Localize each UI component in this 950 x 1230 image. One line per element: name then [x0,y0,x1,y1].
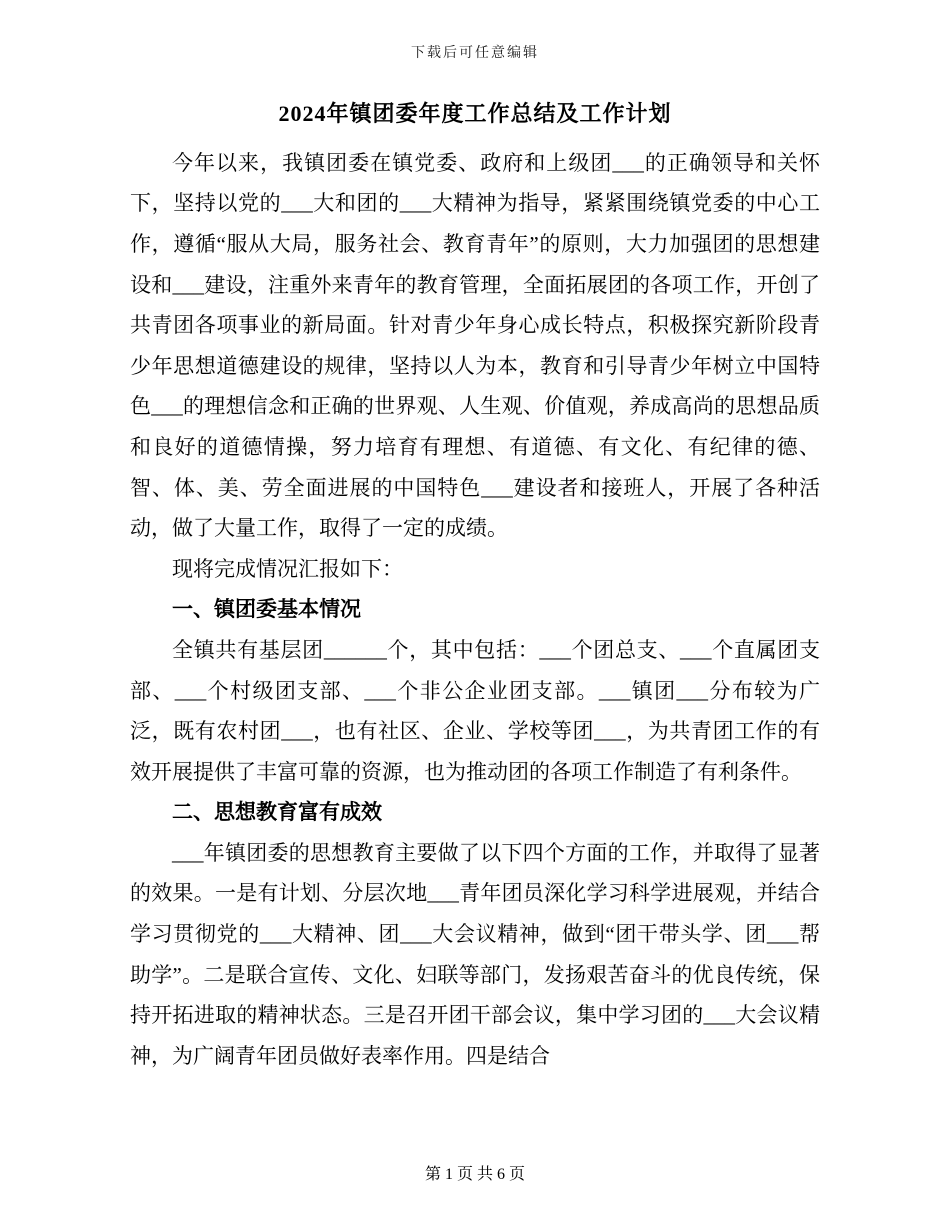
section-heading-basic-situation: 一、镇团委基本情况 [172,597,361,622]
section-heading-ideological-education: 二、思想教育富有成效 [172,800,382,825]
paragraph-report-lead: 现将完成情况汇报如下： [172,556,403,581]
page-number-footer: 第 1 页 共 6 页 [424,1165,525,1183]
paragraph-ideological-education: ___年镇团委的思想教育主要做了以下四个方面的工作，并取得了显著的效果。一是有计划、分层次地___青年团员深化学习科学进展观，并结合学习贯彻党的___大精神、团___大会议精神，做到“团干带头学、团___帮助学”。二是联合宣传、文化、妇联等部门，发扬艰苦奋斗的优良传统，保持开拓进取的精神状态。三是召开团干部会议，集中学习团的___大会议精神，为广阔青年团员做好表率作用。四是结合 [130,840,820,1068]
edit-notice-watermark: 下载后可任意编辑 [411,46,539,61]
paragraph-intro: 今年以来，我镇团委在镇党委、政府和上级团___的正确领导和关怀下，坚持以党的___大和团的___大精神为指导，紧紧围绕镇党委的中心工作，遵循“服从大局，服务社会、教育青年”的原则，大力加强团的思想建设和___建设，注重外来青年的教育管理，全面拓展团的各项工作，开创了共青团各项事业的新局面。针对青少年身心成长特点，积极探究新阶段青少年思想道德建设的规律，坚持以人为本，教育和引导青少年树立中国特色___的理想信念和正确的世界观、人生观、价值观，养成高尚的思想品质和良好的道德情操，努力培育有理想、有道德、有文化、有纪律的德、智、体、美、劳全面进展的中国特色___建设者和接班人，开展了各种活动，做了大量工作，取得了一定的成绩。 [130,150,820,541]
document-title: 2024年镇团委年度工作总结及工作计划 [278,100,672,126]
paragraph-basic-situation: 全镇共有基层团______个，其中包括：___个团总支、___个直属团支部、___个村级团支部、___个非公企业团支部。___镇团___分布较为广泛，既有农村团___，也有社区、企业、学校等团___，为共青团工作的有效开展提供了丰富可靠的资源，也为推动团的各项工作制造了有利条件。 [130,637,820,784]
document-body [130,143,820,1077]
